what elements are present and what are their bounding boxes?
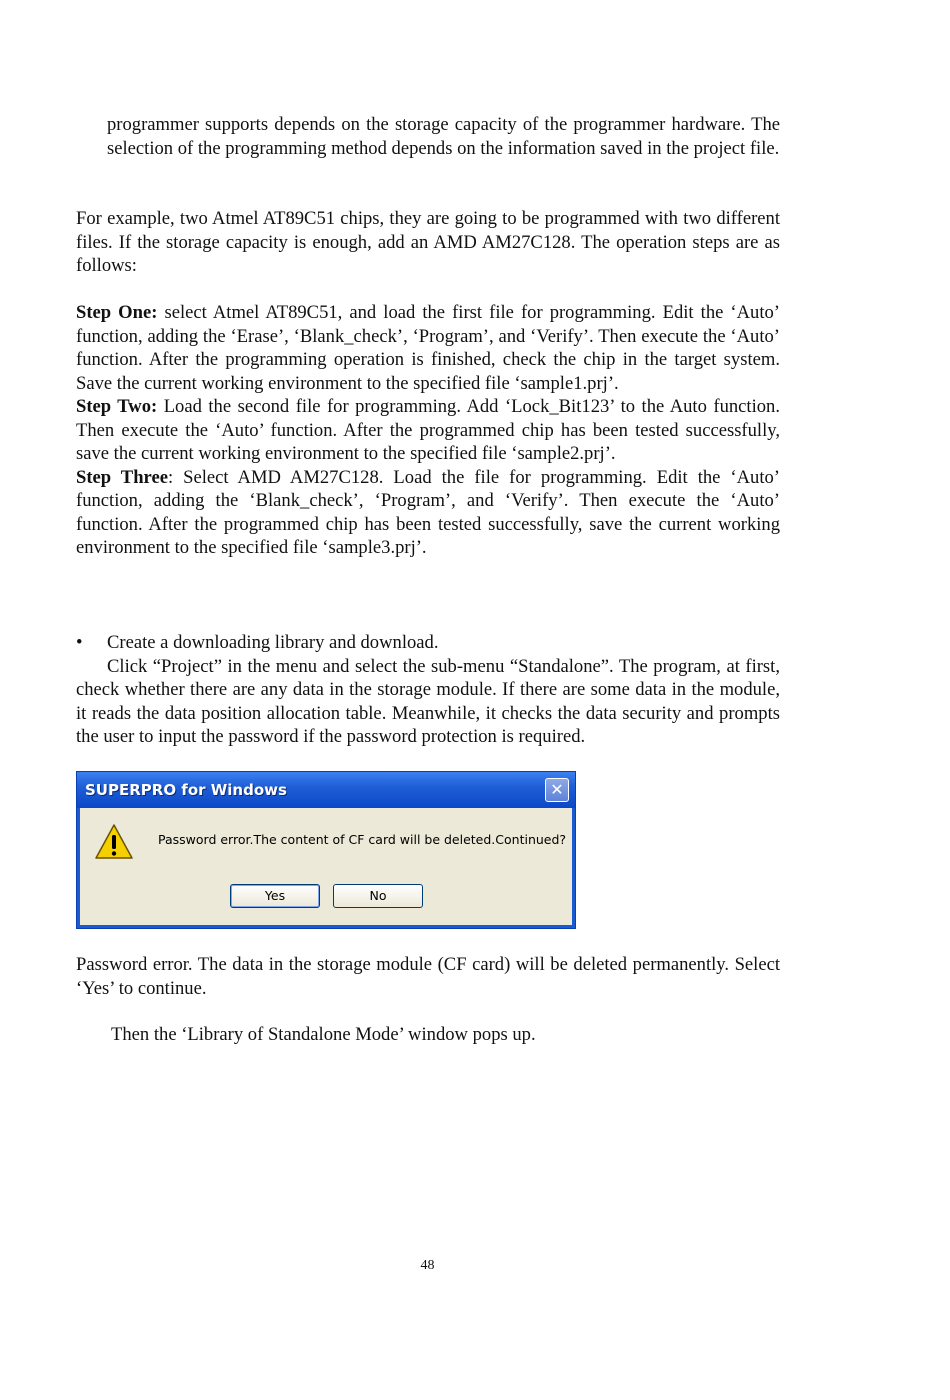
bullet-text: Create a downloading library and download. xyxy=(107,632,439,653)
bullet-item xyxy=(76,631,780,655)
no-button[interactable] xyxy=(333,884,423,908)
step-two-label: Step Two: xyxy=(76,396,158,417)
popup-paragraph xyxy=(111,1023,780,1047)
step-three-text: : Select AMD AM27C128. Load the file for programming. Edit the ‘Auto’ function, adding the ‘Blank_check’, ‘Program’, and ‘Verify’. Then execute the ‘Auto’ function. After the programmed chip has been tested successfully, save the current working environment to the specified file ‘sample3.prj’. xyxy=(76,466,780,558)
close-icon: ✕ xyxy=(550,780,564,799)
step-two-paragraph xyxy=(76,395,780,466)
dialog-message: Password error.The content of CF card will be deleted.Continued? xyxy=(158,832,567,847)
intro-continuation-paragraph xyxy=(107,113,780,160)
step-one-paragraph xyxy=(76,301,780,395)
dialog-close-button[interactable] xyxy=(545,778,569,802)
standalone-paragraph: Click “Project” in the menu and select the sub-menu “Standalone”. The program, at first, check whether there are any data in the storage module. If there are some data in the module, it reads the data position allocation table. Meanwhile, it checks the data security and prompts the user to input the password if the password protection is required. xyxy=(76,655,780,747)
step-two-text: Load the second file for programming. Add ‘Lock_Bit123’ to the Auto function. Then execute the ‘Auto’ function. After the programmed chip has been tested successfully, save the current working environment to the specified file ‘sample2.prj’. xyxy=(76,396,780,464)
popup-text: Then the ‘Library of Standalone Mode’ window pops up. xyxy=(111,1024,536,1045)
bullet-dot: • xyxy=(76,632,83,653)
no-button-label: No xyxy=(369,888,387,903)
dialog-body xyxy=(77,808,575,928)
step-one-text: select Atmel AT89C51, and load the first file for programming. Edit the ‘Auto’ function, adding the ‘Erase’, ‘Blank_check’, ‘Program’, and ‘Verify’. Then execute the ‘Auto’ function. After the programming operation is finished, check the chip in the target system. Save the current working environment to the specified file ‘sample1.prj’. xyxy=(76,302,780,394)
dialog-titlebar[interactable] xyxy=(77,772,575,808)
dialog-title: SUPERPRO for Windows xyxy=(85,781,287,799)
intro-continuation-text: programmer supports depends on the storage capacity of the programmer hardware. The selection of the programming method depends on the information saved in the project file. xyxy=(107,114,780,159)
step-one-label: Step One: xyxy=(76,302,158,323)
after-dialog-paragraph xyxy=(76,953,780,1000)
step-three-paragraph xyxy=(76,466,780,560)
bullet-section xyxy=(76,631,780,749)
steps-section xyxy=(76,301,780,560)
example-text: For example, two Atmel AT89C51 chips, they are going to be programmed with two different files. If the storage capacity is enough, add an AMD AM27C128. The operation steps are as follows: xyxy=(76,208,780,276)
after-dialog-text: Password error. The data in the storage module (CF card) will be deleted permanently. Select ‘Yes’ to continue. xyxy=(76,954,780,999)
step-three-label: Step Three xyxy=(76,466,168,488)
warning-icon xyxy=(94,822,134,862)
password-error-dialog xyxy=(76,771,576,929)
yes-button[interactable] xyxy=(230,884,320,908)
yes-button-label: Yes xyxy=(264,888,286,903)
page-number: 48 xyxy=(420,1258,435,1273)
example-paragraph xyxy=(76,207,780,278)
